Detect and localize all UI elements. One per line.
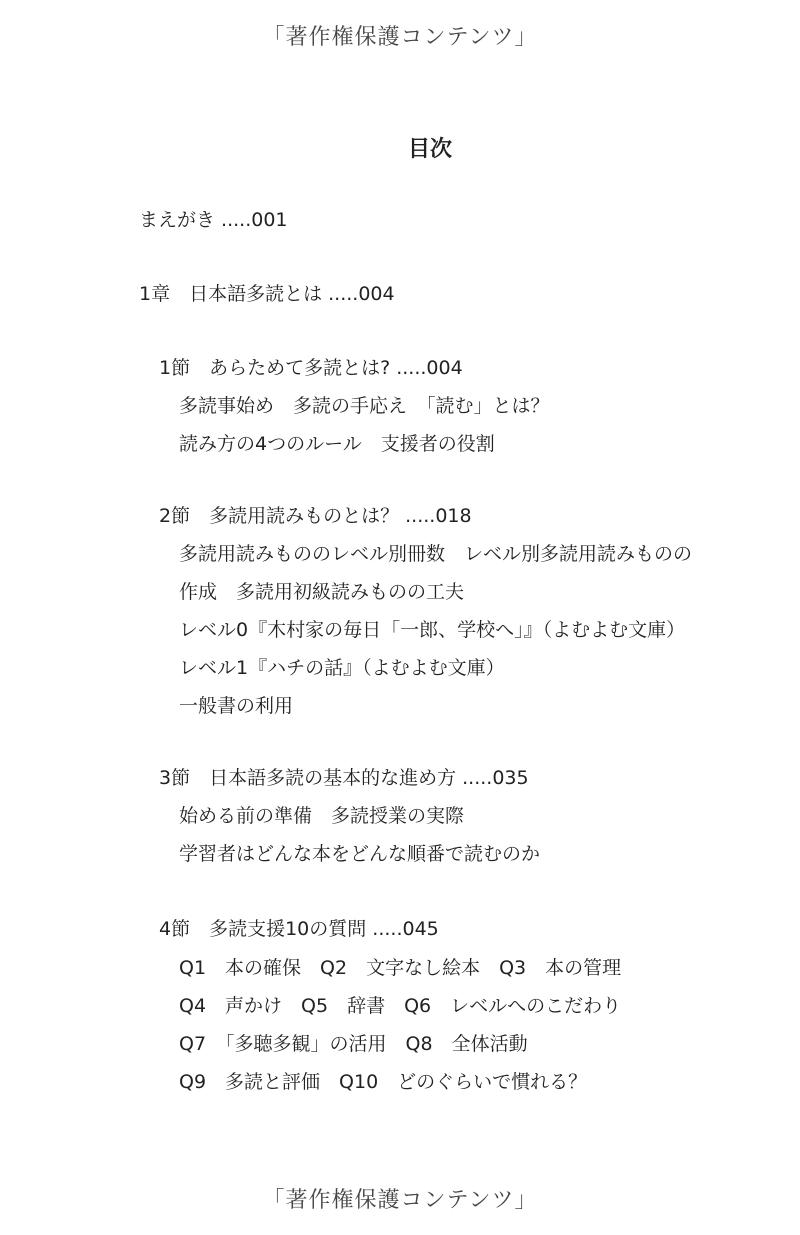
toc-topic-line: 読み方の4つのルール 支援者の役割 (179, 433, 495, 455)
toc-title: 目次 (407, 137, 452, 162)
toc-topic-line: Q7 「多聴多観」の活用 Q8 全体活動 (179, 1033, 528, 1055)
toc-entry-preface: まえがき .....001 (139, 209, 288, 231)
toc-section-heading: 1節 あらためて多読とは? .....004 (159, 357, 463, 379)
toc-topic-line: Q1 本の確保 Q2 文字なし絵本 Q3 本の管理 (179, 957, 622, 979)
toc-topic-line: 一般書の利用 (179, 695, 294, 717)
toc-section-heading: 2節 多読用読みものとは？ .....018 (159, 505, 472, 527)
toc-topic-line: Q9 多読と評価 Q10 どのぐらいで慣れる？ (179, 1071, 588, 1093)
toc-topic-line: レベル0『木村家の毎日「一郎、学校へ」』（よむよむ文庫） (179, 619, 686, 641)
toc-topic-line: 作成 多読用初級読みものの工夫 (179, 581, 465, 603)
toc-chapter-heading: 1章 日本語多読とは .....004 (139, 283, 395, 305)
copyright-protection-notice-top: 「著作権保護コンテンツ」 (262, 25, 538, 50)
toc-topic-line: 多読用読みもののレベル別冊数 レベル別多読用読みものの (179, 543, 693, 565)
toc-topic-line: 学習者はどんな本をどんな順番で読むのか (179, 843, 541, 865)
toc-topic-line: Q4 声かけ Q5 辞書 Q6 レベルへのこだわり (179, 995, 622, 1017)
toc-section-heading: 4節 多読支援10の質問 .....045 (159, 918, 439, 940)
toc-topic-line: 始める前の準備 多読授業の実際 (179, 805, 465, 827)
copyright-protection-notice-bottom: 「著作権保護コンテンツ」 (262, 1188, 538, 1213)
toc-topic-line: 多読事始め 多読の手応え 「読む」とは？ (179, 395, 550, 417)
toc-section-heading: 3節 日本語多読の基本的な進め方 .....035 (159, 767, 529, 789)
toc-topic-line: レベル1『ハチの話』（よむよむ文庫） (179, 657, 505, 679)
